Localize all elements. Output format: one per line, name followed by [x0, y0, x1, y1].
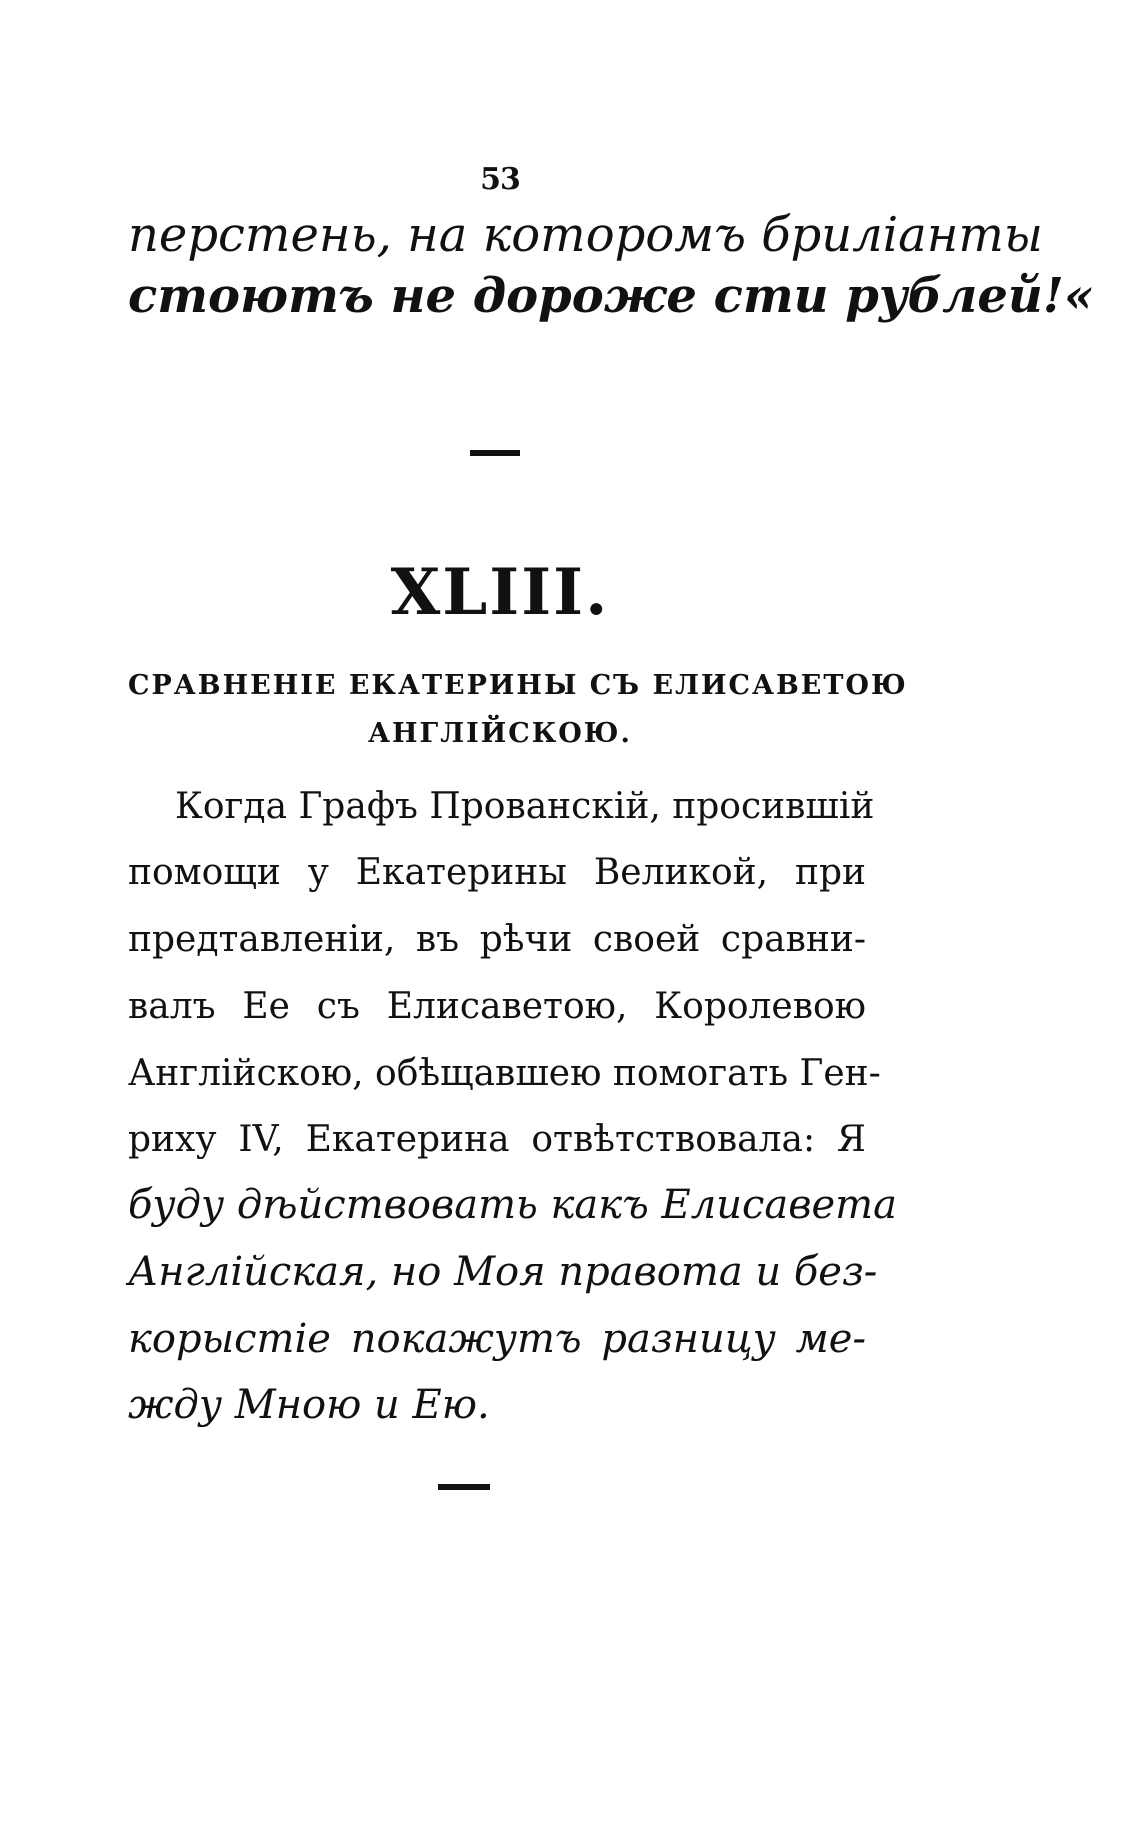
paragraph-line-7: буду дѣйствовать какъ Елисавета: [128, 1182, 897, 1228]
paragraph-line-8: Англійская, но Моя правота и без-: [128, 1249, 878, 1295]
paragraph-line-9: корыстіе покажутъ разницу ме-: [128, 1316, 866, 1362]
chapter-number: XLIII.: [390, 555, 610, 630]
paragraph-line-3: предтавленіи, въ рѣчи своей сравни-: [128, 919, 866, 960]
text-line-top-1: перстень, на которомъ бриліанты: [128, 207, 1043, 263]
text-line-top-2: стоютъ не дороже сти рублей!«: [128, 268, 1094, 324]
paragraph-line-10: жду Мною и Ею.: [128, 1382, 490, 1428]
paragraph-line-1: Когда Графъ Прованскій, просившій: [175, 786, 875, 827]
section-divider-bottom: [438, 1484, 490, 1490]
paragraph-line-5: Англійскою, обѣщавшею помогать Ген-: [128, 1053, 881, 1094]
paragraph-line-6: риху IV, Екатерина отвѣтствовала: Я: [128, 1119, 866, 1160]
section-divider: [470, 450, 520, 456]
chapter-title-line-1: СРАВНЕНІЕ ЕКАТЕРИНЫ СЪ ЕЛИСАВЕТОЮ: [128, 670, 908, 701]
chapter-title-line-2: АНГЛІЙСКОЮ.: [368, 718, 632, 749]
page-number: 53: [480, 162, 520, 197]
paragraph-line-4: валъ Ее съ Елисаветою, Королевою: [128, 986, 866, 1027]
paragraph-line-2: помощи у Екатерины Великой, при: [128, 852, 866, 893]
